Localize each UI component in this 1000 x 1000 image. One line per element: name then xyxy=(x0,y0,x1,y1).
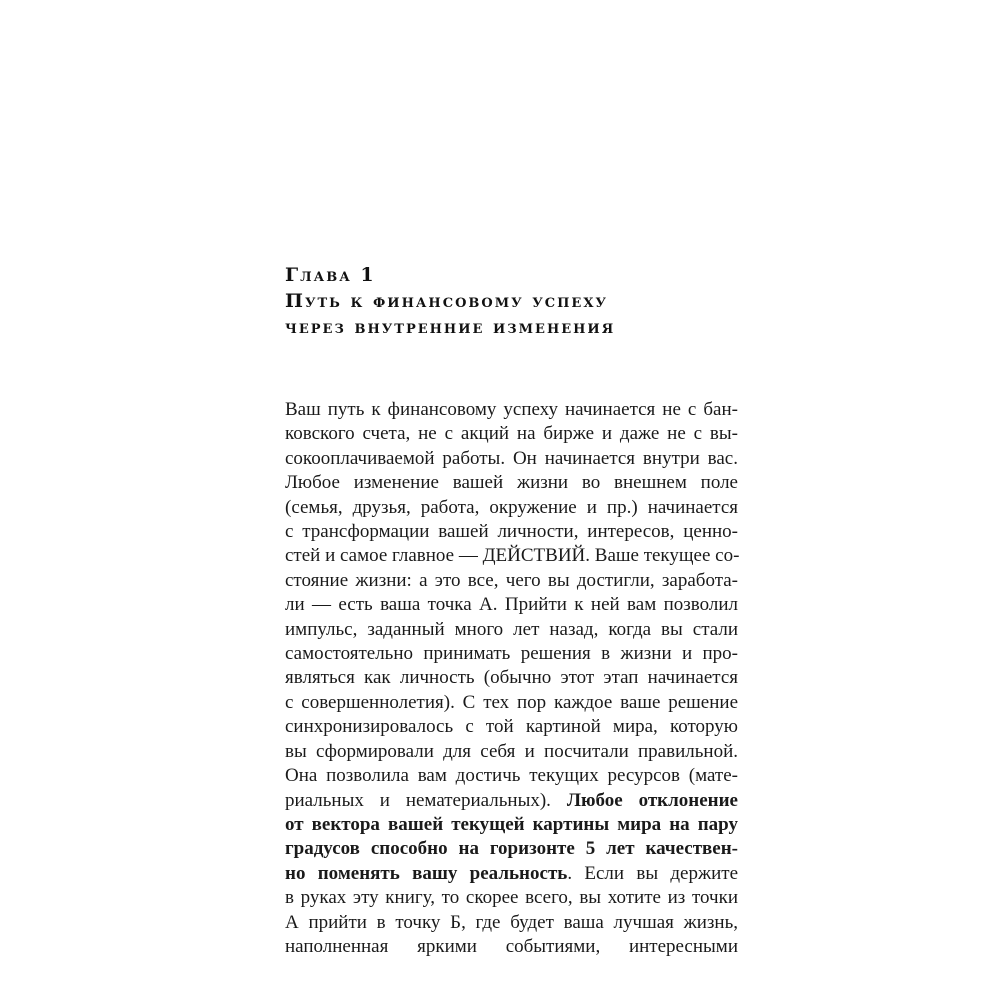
text-line: синхронизировалось с той картиной мира, которую xyxy=(285,716,738,738)
text-line: импульс, заданный много лет назад, когда вы стали xyxy=(285,618,738,640)
chapter-title-line-1: Путь к финансовому успеху xyxy=(285,290,608,312)
text-line: А прийти в точку Б, где будет ваша лучшая жизнь, xyxy=(285,911,738,933)
chapter-heading xyxy=(285,262,745,340)
text-line-mixed xyxy=(285,789,738,813)
text-line: вы сформировали для себя и посчитали правильной. xyxy=(285,740,738,762)
text-line: Ваш путь к финансовому успеху начинается не с бан- xyxy=(285,399,738,420)
chapter-title-line-2: через внутренние изменения xyxy=(285,316,616,338)
text-line: стей и самое главное — ДЕЙСТВИЙ. Ваше текущее со- xyxy=(285,545,740,567)
bold-segment: но поменять вашу реальность xyxy=(285,862,568,884)
text-line: наполненная яркими событиями, интересными xyxy=(285,935,738,957)
text-line: с совершеннолетия). С тех пор каждое ваше решение xyxy=(285,691,738,713)
text-line: Она позволила вам достичь текущих ресурсов (мате- xyxy=(285,765,738,787)
regular-segment: . Если вы держите xyxy=(567,862,739,884)
text-line: в руках эту книгу, то скорее всего, вы хотите из точки xyxy=(285,887,738,909)
body-paragraph xyxy=(285,398,738,959)
text-line: сокооплачиваемой работы. Он начинается внутри вас. xyxy=(285,447,738,469)
regular-segment: риальных и нематериальных). xyxy=(285,789,551,811)
text-line: (семья, друзья, работа, окружение и пр.) начинается xyxy=(285,496,738,518)
bold-text-line: градусов способно на горизонте 5 лет качествен- xyxy=(285,838,738,860)
text-line: ковского счета, не с акций на бирже и даже не с вы- xyxy=(285,423,738,445)
text-line-mixed xyxy=(285,862,738,886)
text-line: с трансформации вашей личности, интересов, ценно- xyxy=(285,521,738,543)
text-line: являться как личность (обычно этот этап начинается xyxy=(285,667,738,689)
text-line: Любое изменение вашей жизни во внешнем поле xyxy=(285,472,738,494)
bold-segment: Любое отклонение xyxy=(566,789,738,811)
text-line: самостоятельно принимать решения в жизни и про- xyxy=(285,643,738,665)
text-line: ли — есть ваша точка А. Прийти к ней вам позволил xyxy=(285,594,738,616)
bold-text-line: от вектора вашей текущей картины мира на пару xyxy=(285,813,738,835)
chapter-label: Глава 1 xyxy=(285,264,376,286)
text-line: стояние жизни: а это все, чего вы достигли, заработа- xyxy=(285,569,738,591)
